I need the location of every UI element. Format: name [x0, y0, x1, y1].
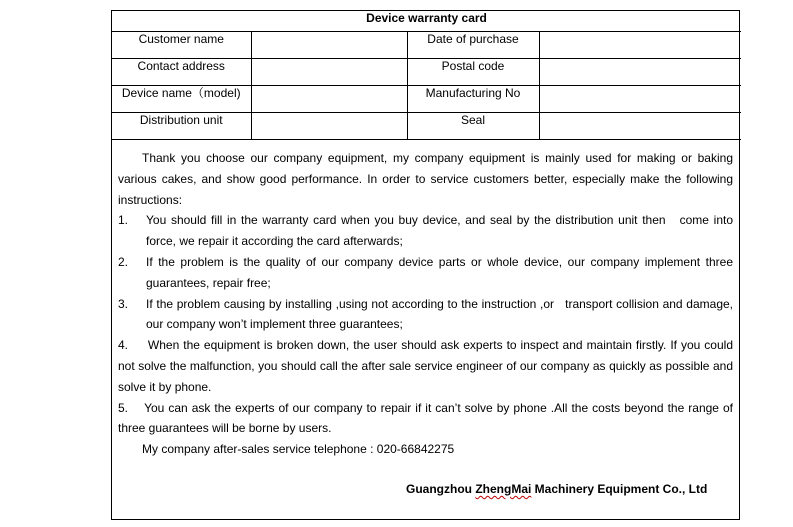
manufacturing-no-field[interactable] — [539, 85, 741, 112]
postal-code-field[interactable] — [539, 58, 741, 85]
title-row — [112, 11, 741, 31]
list-item — [118, 252, 733, 294]
distribution-unit-label: Distribution unit — [112, 112, 251, 139]
list-item-number: 1. — [118, 213, 129, 228]
warranty-table — [112, 11, 741, 140]
intro-paragraph: Thank you choose our company equipment, my company equipment is mainly used for making or baking various cakes, and show good performance. In order to service customers better, especially make the following instructions: — [118, 151, 733, 207]
company-signature — [406, 482, 707, 496]
instructions-text — [118, 148, 733, 460]
signature-brand: ZhengMai — [475, 482, 532, 496]
table-row — [112, 112, 741, 139]
item-5-paragraph: 5. You can ask the experts of our company to repair if it can’t solve by phone .All the costs beyond the range of three guarantees will be borne by users. — [118, 400, 733, 436]
device-name-field[interactable] — [251, 85, 407, 112]
card-title: Device warranty card — [112, 11, 741, 31]
contact-address-label: Contact address — [112, 58, 251, 85]
signature-suffix: Machinery Equipment Co., Ltd — [531, 482, 708, 496]
list-item-text: If the problem causing by installing ,using not according to the instruction ,or transport collision and damage, our company won’t implement three guarantees; — [146, 296, 733, 332]
table-row — [112, 85, 741, 112]
seal-field[interactable] — [539, 112, 741, 139]
table-row — [112, 31, 741, 58]
postal-code-label: Postal code — [407, 58, 539, 85]
manufacturing-no-label: Manufacturing No — [407, 85, 539, 112]
device-name-label: Device name（model) — [112, 85, 251, 112]
item-4-paragraph: 4. When the equipment is broken down, the user should ask experts to inspect and maintain firstly. If you could not solve the malfunction, you should call the after sale service engineer of our company as quickly as possible and solve it by phone. — [118, 338, 733, 394]
table-row — [112, 58, 741, 85]
list-item-number: 2. — [118, 254, 129, 269]
date-of-purchase-label: Date of purchase — [407, 31, 539, 58]
list-item — [118, 294, 733, 336]
date-of-purchase-field[interactable] — [539, 31, 741, 58]
customer-name-label: Customer name — [112, 31, 251, 58]
list-item — [118, 210, 733, 252]
list-item-text: If the problem is the quality of our company device parts or whole device, our company implement three guarantees, repair free; — [146, 254, 733, 290]
list-item-text: You should fill in the warranty card when you buy device, and seal by the distribution unit then come into force, we repair it according the card afterwards; — [146, 213, 733, 249]
seal-label: Seal — [407, 112, 539, 139]
warranty-card — [111, 10, 740, 520]
distribution-unit-field[interactable] — [251, 112, 407, 139]
contact-address-field[interactable] — [251, 58, 407, 85]
customer-name-field[interactable] — [251, 31, 407, 58]
signature-prefix: Guangzhou — [406, 482, 476, 496]
service-phone-line: My company after-sales service telephone : 020-66842275 — [142, 442, 455, 457]
list-item-number: 3. — [118, 296, 129, 311]
